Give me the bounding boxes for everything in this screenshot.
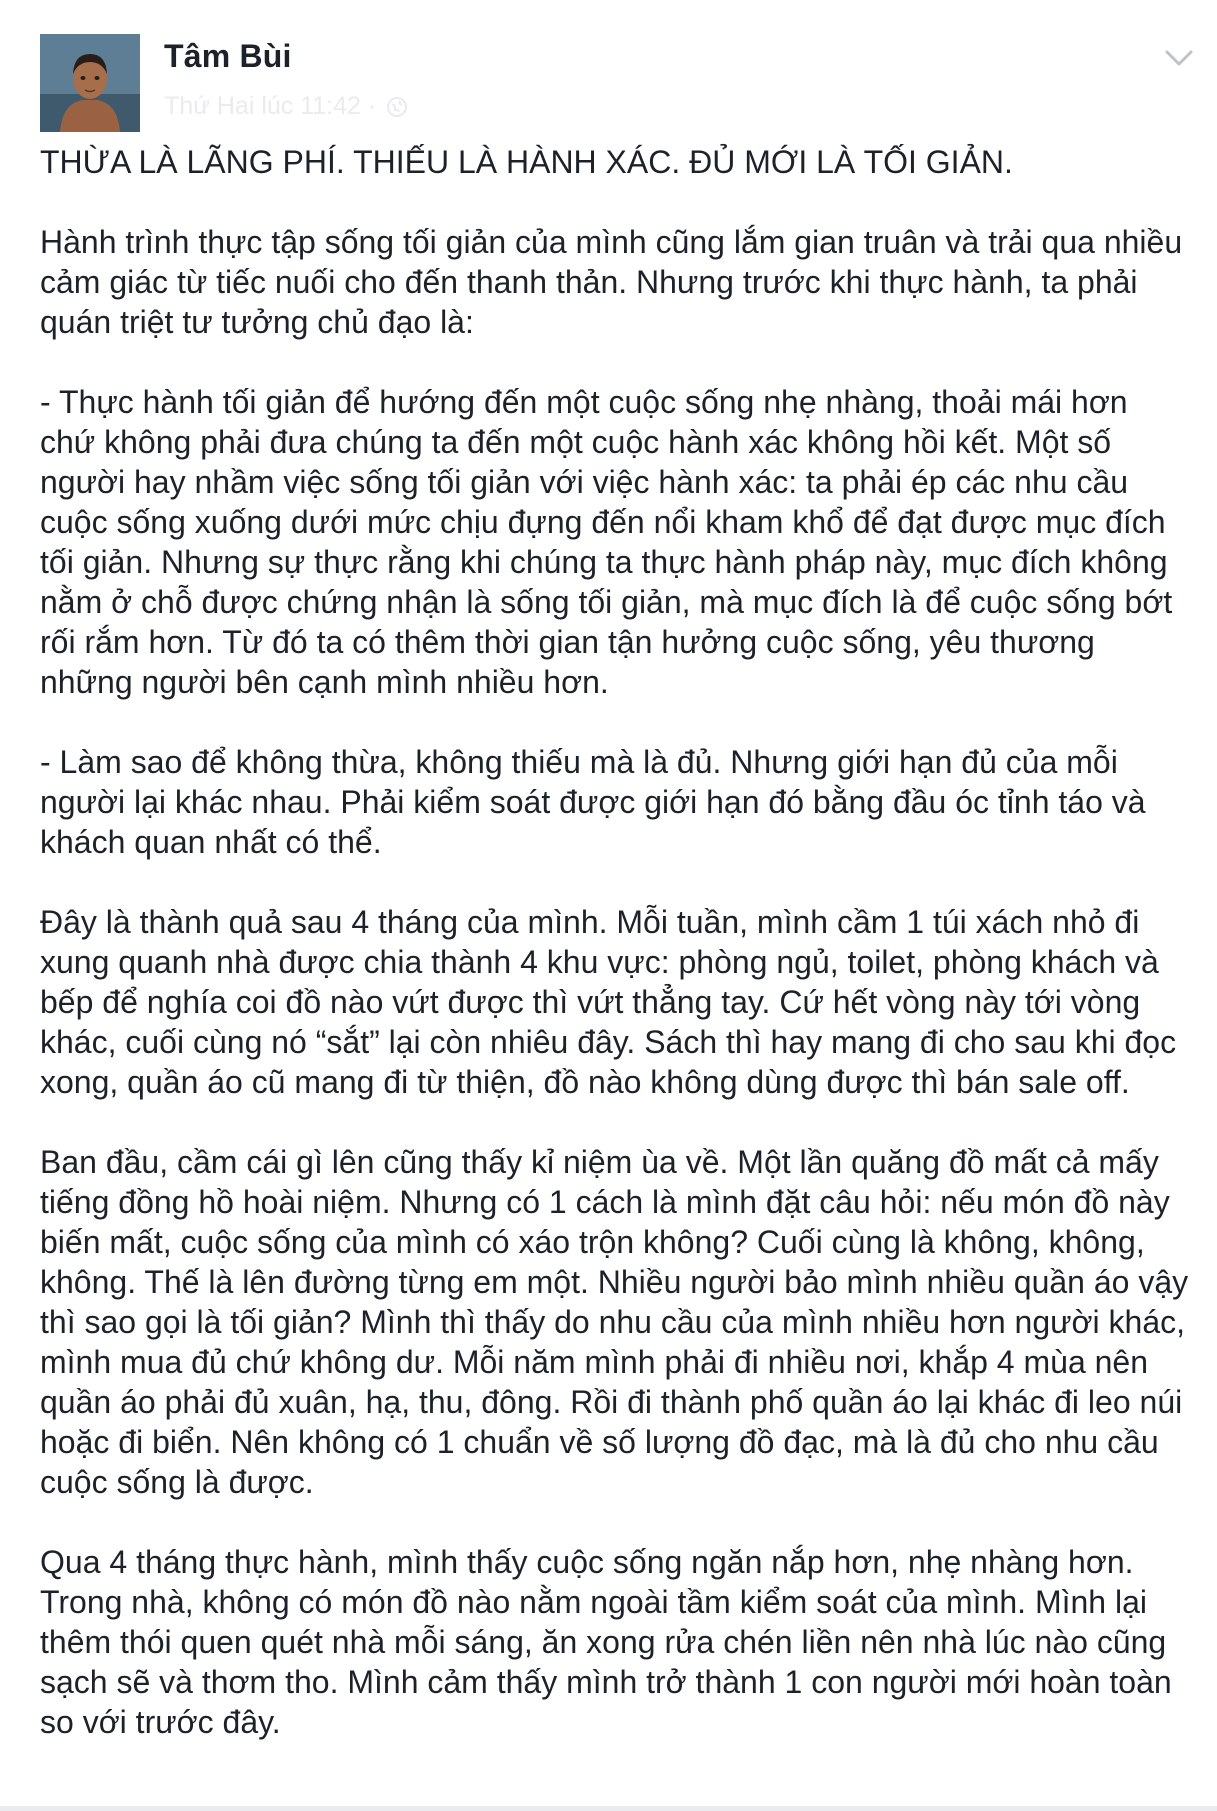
post-timestamp[interactable] <box>164 92 408 121</box>
post-headline: THỪA LÀ LÃNG PHÍ. THIẾU LÀ HÀNH XÁC. ĐỦ MỚI LÀ TỐI GIẢN. <box>40 144 1013 180</box>
post-paragraph: - Thực hành tối giản để hướng đến một cuộc sống nhẹ nhàng, thoải mái hơn chứ không phải đưa chúng ta đến một cuộc hành xác không hồi kết. Một số người hay nhầm việc sống tối giản với việc hành xác: ta phải ép các nhu cầu cuộc sống xuống dưới mức chịu đựng đến nổi kham khổ để đạt được mục đích tối giản. Nhưng sự thực rằng khi chúng ta thực hành pháp này, mục đích không nằm ở chỗ được chứng nhận là sống tối giản, mà mục đích là để cuộc sống bớt rối rắm hơn. Từ đó ta có thêm thời gian tận hưởng cuộc sống, yêu thương những người bên cạnh mình nhiều hơn. <box>40 384 1173 700</box>
post-body <box>40 142 1190 1782</box>
avatar-photo <box>40 34 140 132</box>
globe-icon <box>386 96 408 118</box>
author-name[interactable]: Tâm Bùi <box>164 38 292 74</box>
post-paragraph: - Làm sao để không thừa, không thiếu mà là đủ. Nhưng giới hạn đủ của mỗi người lại khác nhau. Phải kiểm soát được giới hạn đó bằng đầu óc tỉnh táo và khách quan nhất có thể. <box>40 744 1146 860</box>
timestamp-text[interactable]: Thứ Hai lúc 11:42 · <box>164 92 377 120</box>
post-paragraph: Hành trình thực tập sống tối giản của mình cũng lắm gian truân và trải qua nhiều cảm giác từ tiếc nuối cho đến thanh thản. Nhưng trước khi thực hành, ta phải quán triệt tư tưởng chủ đạo là: <box>40 224 1183 340</box>
post-paragraph: Ban đầu, cầm cái gì lên cũng thấy kỉ niệm ùa về. Một lần quăng đồ mất cả mấy tiếng đồng hồ hoài niệm. Nhưng có 1 cách là mình đặt câu hỏi: nếu món đồ này biến mất, cuộc sống của mình có xáo trộn không? Cuối cùng là không, không, không. Thế là lên đường từng em một. Nhiều người bảo mình nhiều quần áo vậy thì sao gọi là tối giản? Mình thì thấy do nhu cầu của mình nhiều hơn người khác, mình mua đủ chứ không dư. Mỗi năm mình phải đi nhiều nơi, khắp 4 mùa nên quần áo phải đủ xuân, hạ, thu, đông. Rồi đi thành phố quần áo lại khác đi leo núi hoặc đi biển. Nên không có 1 chuẩn về số lượng đồ đạc, mà là đủ cho nhu cầu cuộc sống là được. <box>40 1144 1189 1500</box>
post-paragraph: Qua 4 tháng thực hành, mình thấy cuộc sống ngăn nắp hơn, nhẹ nhàng hơn. Trong nhà, không có món đồ nào nằm ngoài tầm kiểm soát của mình. Mình lại thêm thói quen quét nhà mỗi sáng, ăn xong rửa chén liền nên nhà lúc nào cũng sạch sẽ và thơm tho. Mình cảm thấy mình trở thành 1 con người mới hoàn toàn so với trước đây. <box>40 1544 1172 1740</box>
post-paragraph: Đây là thành quả sau 4 tháng của mình. Mỗi tuần, mình cầm 1 túi xách nhỏ đi xung quanh nhà được chia thành 4 khu vực: phòng ngủ, toilet, phòng khách và bếp để nghía coi đồ nào vứt được thì vứt thẳng tay. Cứ hết vòng này tới vòng khác, cuối cùng nó “sắt” lại còn nhiêu đây. Sách thì hay mang đi cho sau khi đọc xong, quần áo cũ mang đi từ thiện, đồ nào không dùng được thì bán sale off. <box>40 904 1177 1100</box>
chevron-down-icon[interactable] <box>1162 44 1196 72</box>
avatar[interactable] <box>40 34 140 132</box>
post-divider <box>0 1806 1217 1811</box>
